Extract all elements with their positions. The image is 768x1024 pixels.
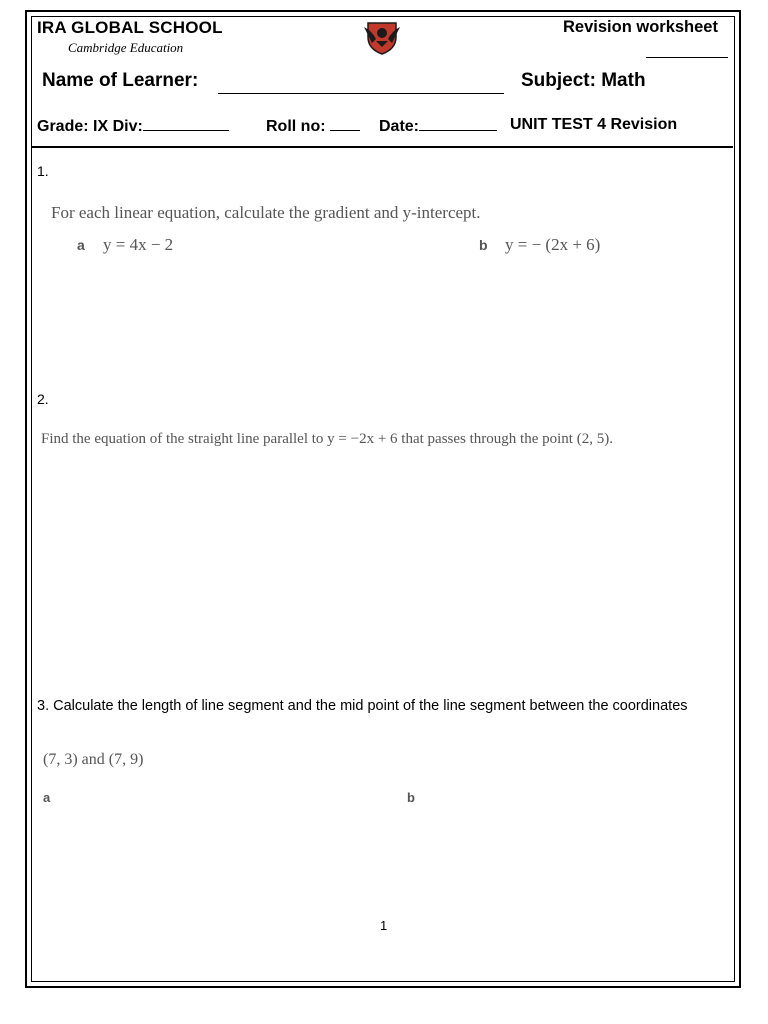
q1-part-b-equation: y = − (2x + 6) (505, 235, 601, 254)
roll-label: Roll no: (266, 118, 326, 135)
school-logo-icon (362, 17, 402, 55)
grade-label: Grade: IX Div: (37, 118, 143, 135)
q1-part-a-label: a (77, 237, 85, 253)
date-field (379, 116, 497, 136)
q1-number: 1. (37, 163, 49, 179)
learner-label: Name of Learner: (42, 70, 199, 91)
q1-part-a-equation: y = 4x − 2 (103, 235, 174, 254)
q3-part-a-label: a (43, 790, 51, 805)
q3-part-b-label: b (407, 790, 415, 805)
school-subtitle: Cambridge Education (68, 40, 184, 55)
subject-label: Subject: Math (521, 70, 646, 91)
page-border-inner (31, 16, 735, 982)
date-label: Date: (379, 118, 420, 135)
unit-title: UNIT TEST 4 Revision (510, 116, 678, 133)
grade-field (37, 116, 229, 136)
worksheet-title: Revision worksheet (563, 18, 718, 36)
q3-coordinates: (7, 3) and (7, 9) (43, 751, 144, 768)
school-name: IRA GLOBAL SCHOOL (37, 18, 223, 37)
date-blank[interactable] (419, 116, 497, 131)
div-blank[interactable] (143, 116, 229, 131)
page-number: 1 (380, 918, 388, 933)
q3-text: 3. Calculate the length of line segment and the mid point of the line segment between the coordinates (37, 698, 688, 714)
q2-number: 2. (37, 391, 49, 407)
learner-name-blank[interactable] (218, 93, 504, 94)
q1-instruction: For each linear equation, calculate the gradient and y-intercept. (51, 203, 481, 222)
header-divider (32, 146, 733, 148)
worksheet-blank-line (646, 57, 728, 58)
q1-part-b-label: b (479, 237, 488, 253)
roll-field (266, 116, 360, 136)
q2-text: Find the equation of the straight line parallel to y = −2x + 6 that passes through the point (2, 5). (41, 431, 613, 447)
roll-blank[interactable] (330, 116, 360, 131)
